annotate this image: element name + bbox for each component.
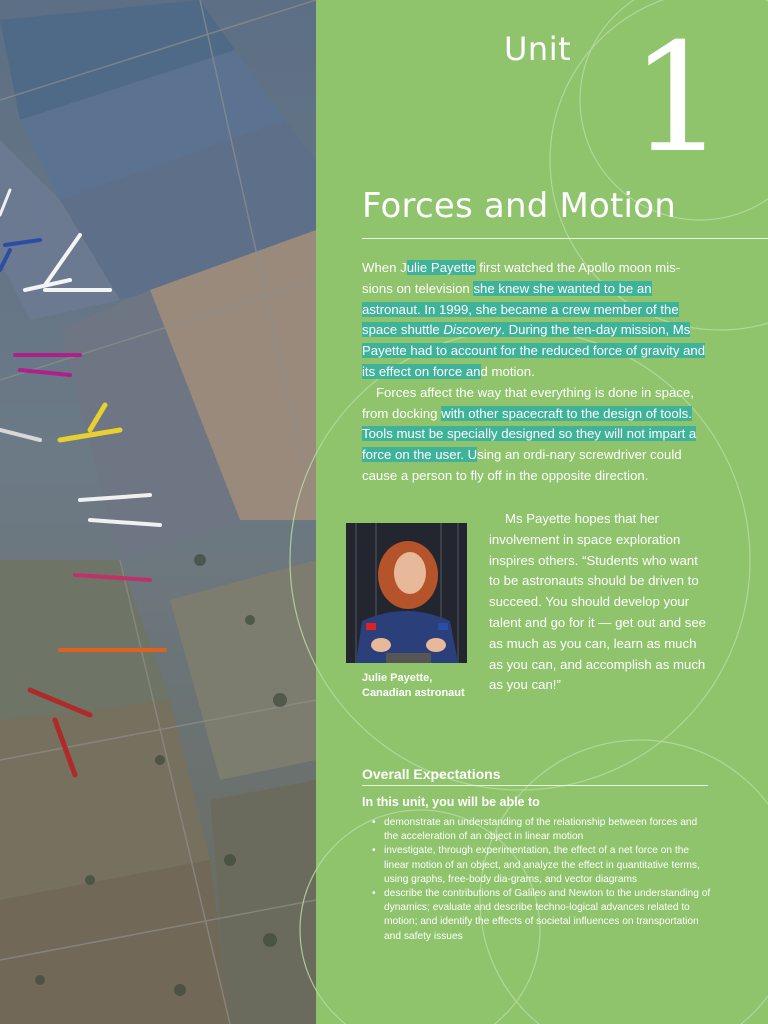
expectation-item: [372, 816, 712, 844]
intro-p1-highlight-d: she knew she wanted to be an astronaut. In 1999, she became a crew member of the space shuttle: [362, 280, 679, 338]
expectation-item: [372, 887, 712, 944]
expectation-text: demonstrate an understanding of the relationship between forces and the acceleration of an object in linear motion: [384, 817, 698, 843]
unit-number: 1: [630, 12, 726, 186]
page-title: Forces and Motion: [362, 186, 676, 226]
intro-p1-text-a: When J: [362, 260, 407, 275]
bullet-icon: •: [372, 817, 376, 828]
expectation-text: investigate, through experimentation, the effect of a net force on the linear motion of an object, and analyze the effect in quantitative terms, using graphs, free-body dia-grams, and vector diagrams: [384, 845, 700, 885]
intro-text: [362, 258, 708, 487]
portrait-caption: Julie Payette, Canadian astronaut: [362, 672, 465, 699]
intro-p1-highlight-f: . During the ten-day mission, Ms Payette had to account for the reduced force of gravity and its effect on force an: [362, 322, 706, 379]
portrait-image: [346, 523, 467, 663]
astronaut-portrait: [346, 523, 467, 663]
intro-p1-highlight-b: ulie Payette: [406, 260, 476, 275]
title-divider: [362, 238, 768, 239]
intro-p1-italic-discovery: Discovery: [443, 322, 502, 338]
expectation-text: describe the contributions of Galileo and Newton to the understanding of dynamics; evaluate and describe techno-logical advances related to motion; and identify the effects of societal influences on transportation and safety issues: [384, 888, 711, 942]
intro-paragraph-1: [362, 258, 708, 383]
intro-p2-text-a: Forces affect the way that everything is done in space, from docking: [362, 384, 694, 421]
intro-p1-text-c: first watched the Apollo moon mis-sions on television: [362, 260, 681, 296]
bullet-icon: •: [372, 845, 376, 857]
intro-p2-highlight-b: with other spacecraft to the design of tools. Tools must be specially designed so they will not impart a force on the user. U: [362, 405, 697, 463]
bullet-icon: •: [372, 888, 376, 900]
unit-label: Unit: [504, 30, 572, 68]
expectations-divider: [362, 785, 708, 786]
expectation-item: [372, 844, 712, 887]
expectations-intro: In this unit, you will be able to: [362, 795, 540, 809]
quote-text: [489, 509, 711, 696]
intro-p1-text-g: d motion.: [480, 363, 535, 379]
expectations-list: [372, 816, 712, 944]
quote-paragraph: Ms Payette hopes that her involvement in space exploration inspires others. “Students who want to be astronauts should be driven to succeed. You should develop your talent and go for it — get out and see as much as you can, learn as much as you can, and accomplish as much as you can!”: [489, 511, 707, 693]
intro-p2-text-c: sing an ordi-nary screwdriver could cause a person to fly off in the opposite direction.: [362, 447, 682, 483]
intro-paragraph-2: [362, 383, 708, 487]
expectations-heading: Overall Expectations: [362, 766, 501, 782]
